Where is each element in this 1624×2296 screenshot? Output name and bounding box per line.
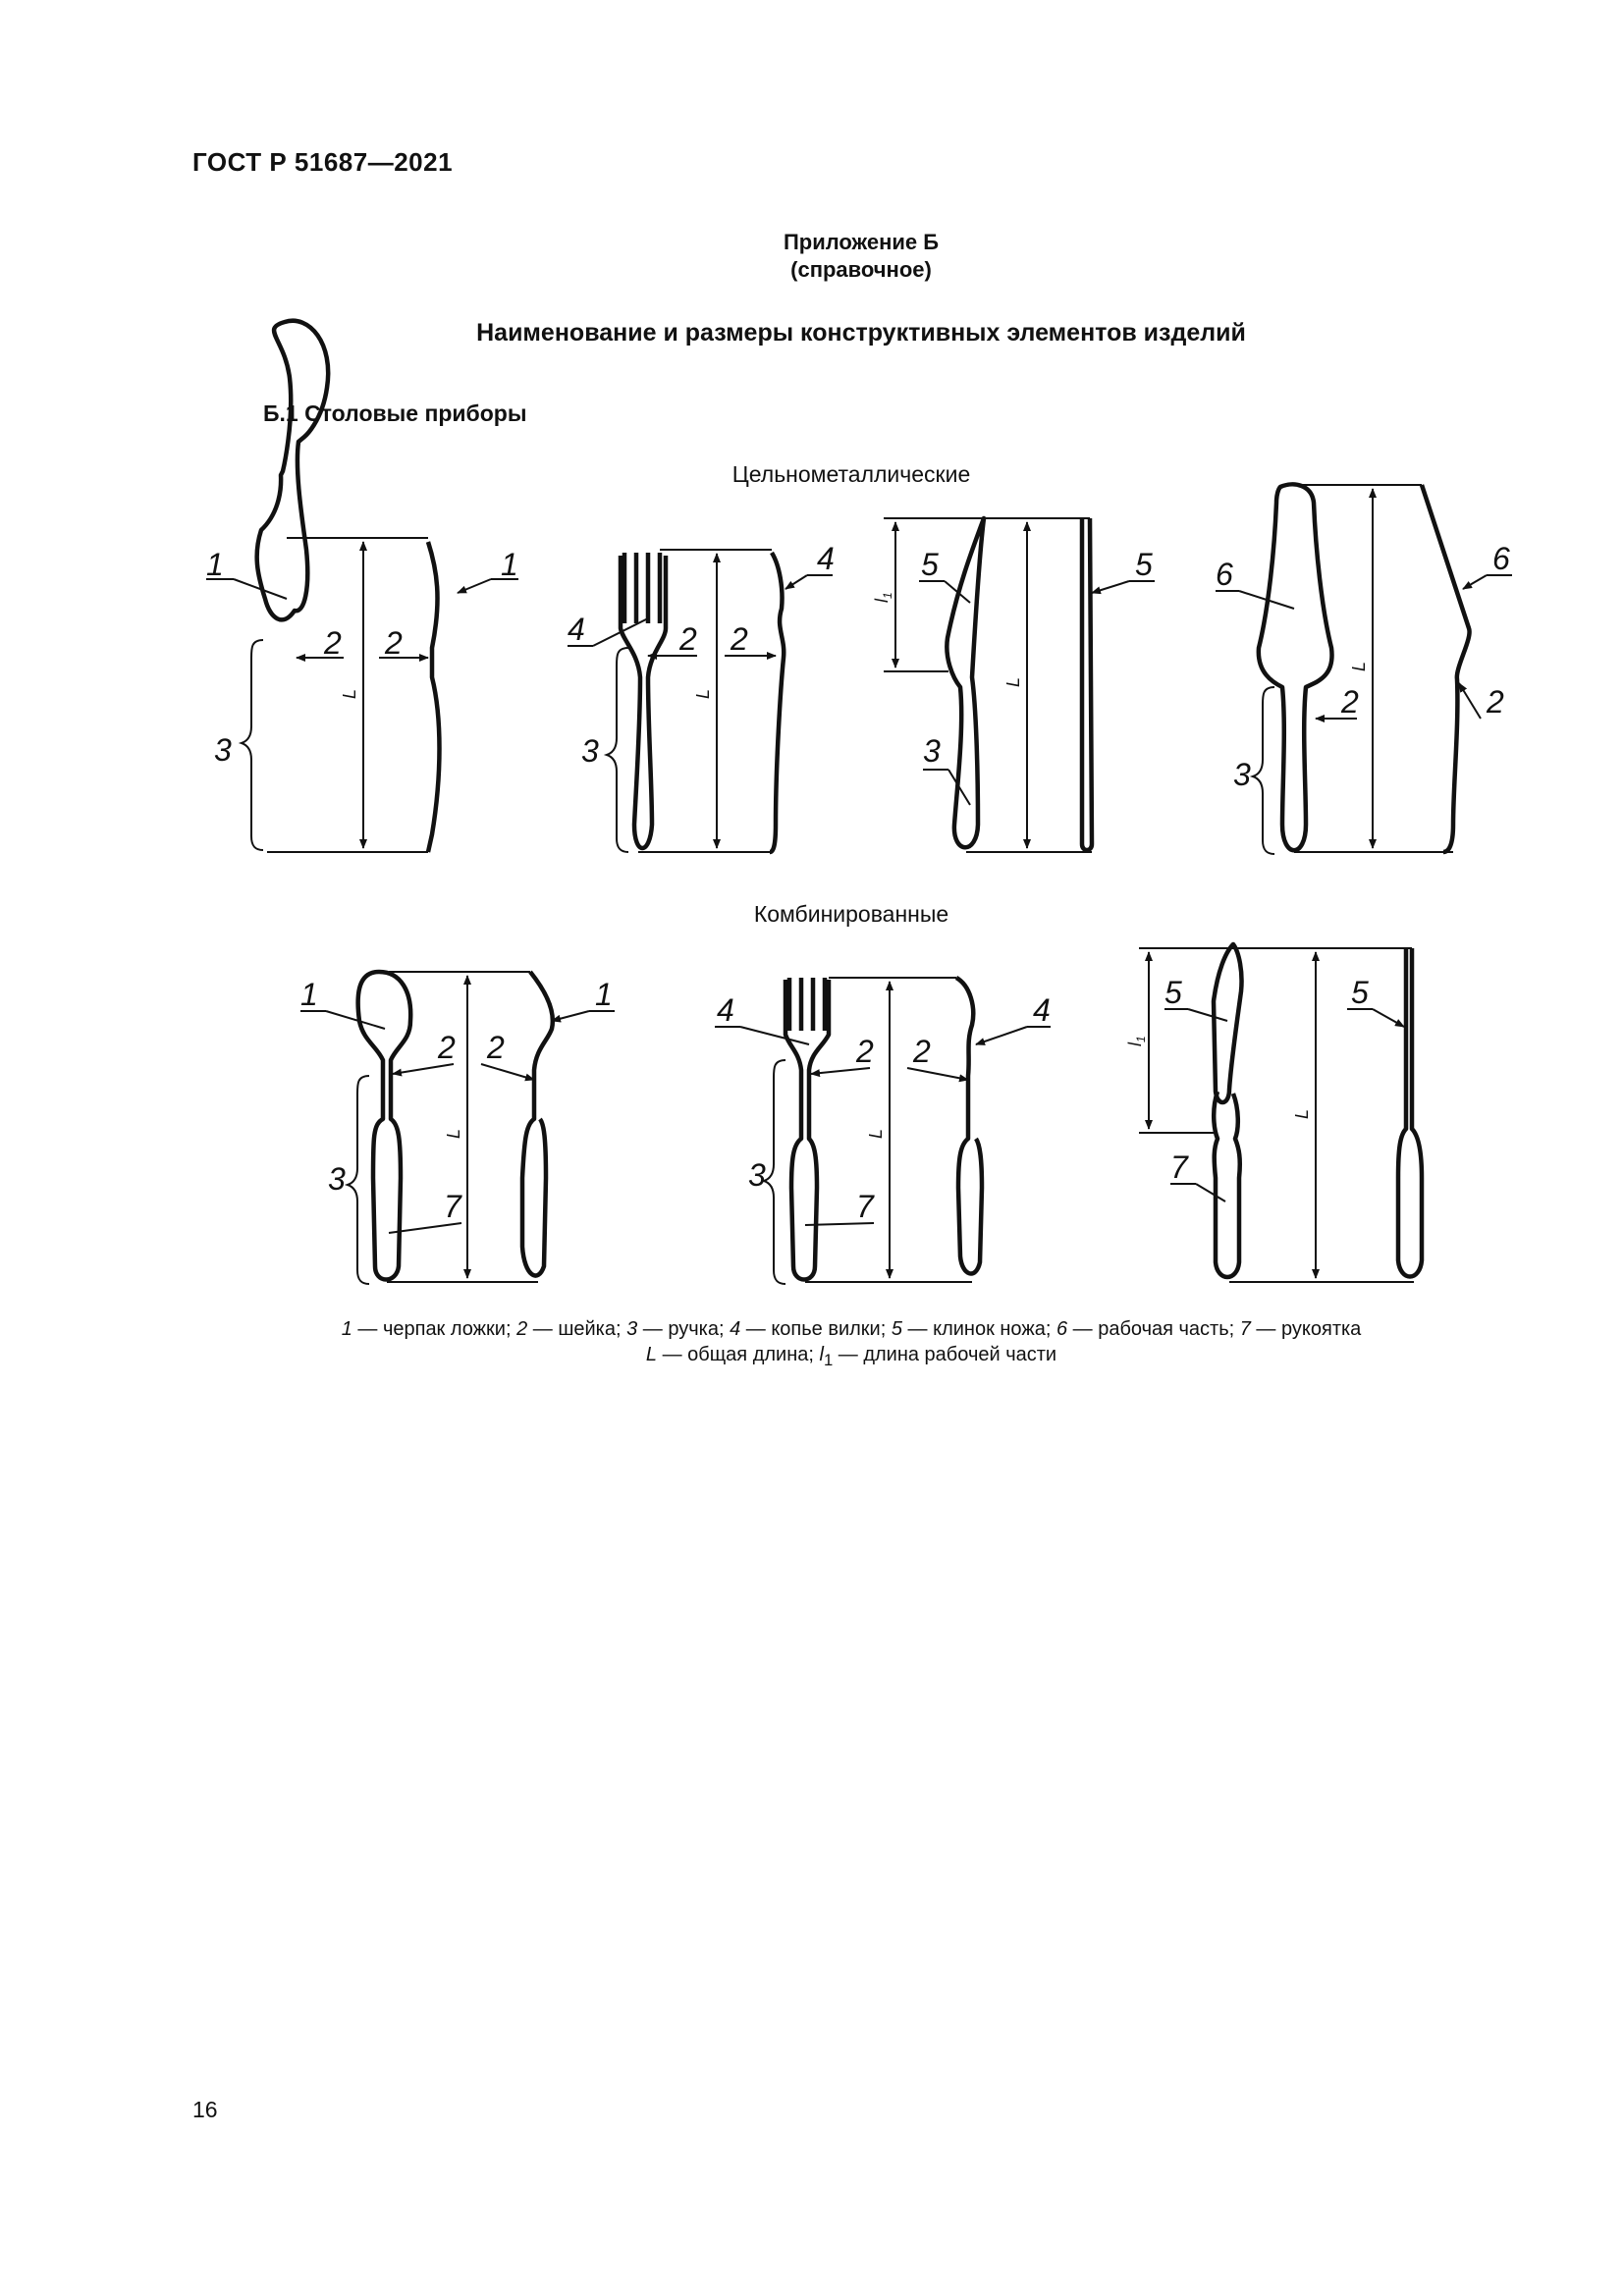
callout-3-fork: 3 [581, 733, 599, 769]
combined-knife-side [1398, 948, 1422, 1277]
callout-2: 2 [324, 625, 342, 661]
callout-2-comb-fork-side: 2 [913, 1034, 931, 1069]
figure-legend [0, 1316, 1624, 1373]
callout-3-server: 3 [1233, 757, 1251, 792]
callout-7-comb: 7 [444, 1189, 461, 1224]
callout-4-comb: 4 [717, 992, 734, 1028]
callout-2-fork: 2 [679, 621, 697, 657]
dim-L-fork: L [693, 688, 713, 699]
callout-2-fork-side: 2 [731, 621, 748, 657]
callout-1-side: 1 [501, 547, 518, 582]
callout-3-comb: 3 [328, 1161, 346, 1197]
callout-2-server: 2 [1341, 684, 1359, 720]
dim-l1-knife: $l_1$ [872, 592, 894, 603]
legend-line-2: L — общая длина; $l_1$ — длина рабочей части [645, 1344, 1057, 1369]
solid-fork-side [770, 553, 784, 852]
row2-dimension-labels [444, 1036, 1312, 1139]
combined-spoon-front [358, 972, 411, 1280]
callout-3-comb-fork: 3 [748, 1157, 766, 1193]
callout-4-comb-side: 4 [1033, 992, 1051, 1028]
callout-1-comb: 1 [300, 977, 318, 1012]
subsection-title: Б.1 Столовые приборы [263, 400, 527, 426]
callout-2-comb-side: 2 [487, 1030, 505, 1065]
combined-knife-front [1214, 944, 1242, 1277]
solid-spoon-side [428, 542, 440, 852]
section-heading: Наименование и размеры конструктивных элементов изделий [476, 319, 1246, 347]
dim-l1-comb-knife: $l_1$ [1125, 1036, 1148, 1046]
callout-4-side: 4 [817, 541, 835, 576]
solid-server-side [1422, 485, 1470, 852]
callout-7-comb-fork: 7 [856, 1189, 874, 1224]
callout-1-comb-side: 1 [595, 977, 613, 1012]
page-number: 16 [192, 2097, 218, 2122]
callout-7-comb-knife: 7 [1170, 1149, 1188, 1185]
solid-spoon-front [257, 321, 329, 620]
group-label-combined: Комбинированные [753, 901, 949, 927]
row1-dimension-lines [242, 485, 1453, 854]
callout-5: 5 [921, 547, 939, 582]
callout-2-server-side: 2 [1487, 684, 1504, 720]
solid-knife-side [1082, 518, 1092, 850]
callout-5-comb-side: 5 [1351, 975, 1369, 1010]
combined-fork-side [956, 978, 982, 1273]
callout-3: 3 [214, 732, 232, 768]
callout-4: 4 [568, 612, 585, 647]
callout-2-comb: 2 [438, 1030, 456, 1065]
row2-dimension-lines [348, 948, 1414, 1284]
callout-5-comb: 5 [1164, 975, 1182, 1010]
dim-L-server: L [1349, 661, 1369, 671]
row1-callouts [206, 541, 1512, 805]
combined-spoon-side [522, 972, 553, 1276]
appendix-type: (справочное) [790, 257, 932, 282]
group-label-solid-metal: Цельнометаллические [731, 461, 971, 487]
callout-1: 1 [206, 547, 224, 582]
callout-6: 6 [1216, 557, 1233, 592]
row1-dimension-labels [340, 592, 1369, 699]
dim-L-knife: L [1003, 676, 1023, 687]
dim-L-comb-fork: L [866, 1128, 886, 1139]
solid-server-front [1259, 484, 1332, 850]
combined-fork-front [785, 978, 829, 1280]
dim-L-spoon: L [340, 688, 359, 699]
callout-5-side: 5 [1135, 547, 1153, 582]
legend-line-1: 1 — черпак ложки; 2 — шейка; 3 — ручка; 4 — копье вилки; 5 — клинок ножа; 6 — рабочая часть; 7 — рукоятка [341, 1318, 1362, 1340]
dim-L-comb-spoon: L [444, 1128, 463, 1139]
appendix-label: Приложение Б [783, 230, 940, 254]
callout-3-knife: 3 [923, 733, 941, 769]
document-header: ГОСТ Р 51687—2021 [192, 147, 454, 177]
callout-6-side: 6 [1492, 541, 1510, 576]
solid-fork-front [621, 553, 666, 848]
callout-2-side: 2 [385, 625, 403, 661]
dim-L-comb-knife: L [1292, 1108, 1312, 1119]
callout-2-comb-fork: 2 [856, 1034, 874, 1069]
